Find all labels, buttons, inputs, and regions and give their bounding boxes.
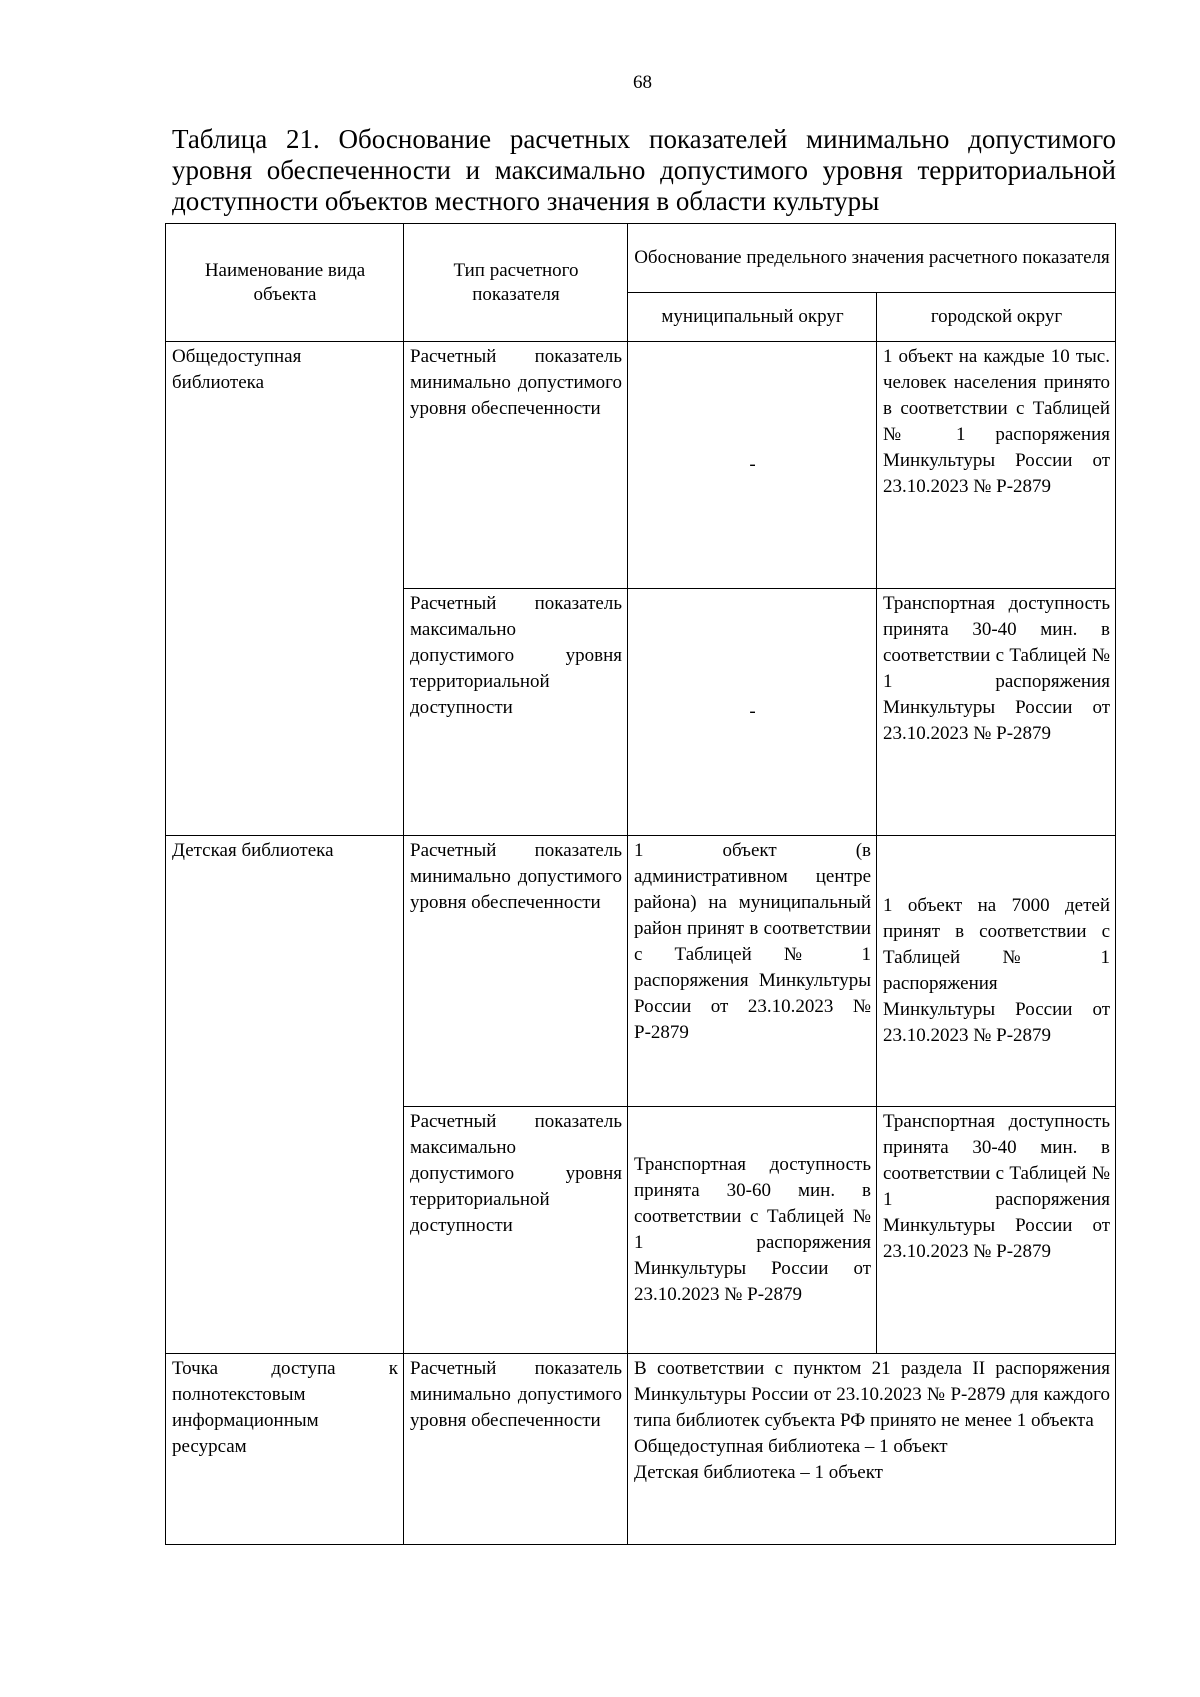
municipal-value: Транспортная доступность принята 30-60 мин. в соответствии с Таблицей № 1 распоряжения Минкультуры России от 23.10.2023 № Р-2879 xyxy=(628,1107,877,1354)
header-object-type: Наименование вида объекта xyxy=(166,224,404,342)
indicator-type-min: Расчетный показатель минимально допустимого уровня обеспеченности xyxy=(404,342,628,589)
city-value: 1 объект на 7000 детей принят в соответствии с Таблицей № 1 распоряжения Минкультуры России от 23.10.2023 № Р-2879 xyxy=(877,836,1116,1107)
access-point-justification: В соответствии с пунктом 21 раздела II распоряжения Минкультуры России от 23.10.2023 № Р-2879 для каждого типа библиотек субъекта РФ принято не менее 1 объекта xyxy=(634,1358,1115,1431)
table-row xyxy=(166,836,1116,1107)
object-name-public-library: Общедоступная библиотека xyxy=(166,342,404,836)
indicator-type-min: Расчетный показатель минимально допустимого уровня обеспеченности xyxy=(404,836,628,1107)
header-justification: Обоснование предельного значения расчетного показателя xyxy=(628,224,1116,293)
municipal-value: - xyxy=(628,589,877,836)
children-library-count: Детская библиотека – 1 объект xyxy=(634,1462,883,1483)
city-value: Транспортная доступность принята 30-40 мин. в соответствии с Таблицей № 1 распоряжения Минкультуры России от 23.10.2023 № Р-2879 xyxy=(877,1107,1116,1354)
indicator-type-min: Расчетный показатель минимально допустимого уровня обеспеченности xyxy=(404,1354,628,1545)
indicator-type-max: Расчетный показатель максимально допустимого уровня территориальной доступности xyxy=(404,589,628,836)
header-municipal-district: муниципальный округ xyxy=(628,293,877,342)
municipal-value: 1 объект (в административном центре района) на муниципальный район принят в соответствии с Таблицей № 1 распоряжения Минкультуры России от 23.10.2023 № Р-2879 xyxy=(628,836,877,1107)
table-title: Таблица 21. Обоснование расчетных показателей минимально допустимого уровня обеспеченности и максимально допустимого уровня территориальной доступности объектов местного значения в области культуры xyxy=(172,124,1116,216)
municipal-value: - xyxy=(628,342,877,589)
table-row xyxy=(166,1354,1116,1545)
access-point-justification-cell xyxy=(628,1354,1116,1545)
indicator-type-max: Расчетный показатель максимально допустимого уровня территориальной доступности xyxy=(404,1107,628,1354)
header-city-district: городской округ xyxy=(877,293,1116,342)
header-indicator-type: Тип расчетного показателя xyxy=(404,224,628,342)
object-name-children-library: Детская библиотека xyxy=(166,836,404,1354)
header-row xyxy=(166,224,1116,293)
object-name-access-point: Точка доступа к полнотекстовым информационным ресурсам xyxy=(166,1354,404,1545)
culture-indicators-table xyxy=(165,223,1116,1545)
page-number: 68 xyxy=(633,72,652,93)
public-library-count: Общедоступная библиотека – 1 объект xyxy=(634,1436,948,1457)
table-row xyxy=(166,342,1116,589)
city-value: Транспортная доступность принята 30-40 мин. в соответствии с Таблицей № 1 распоряжения Минкультуры России от 23.10.2023 № Р-2879 xyxy=(877,589,1116,836)
city-value: 1 объект на каждые 10 тыс. человек населения принято в соответствии с Таблицей № 1 распоряжения Минкультуры России от 23.10.2023 № Р-2879 xyxy=(877,342,1116,589)
